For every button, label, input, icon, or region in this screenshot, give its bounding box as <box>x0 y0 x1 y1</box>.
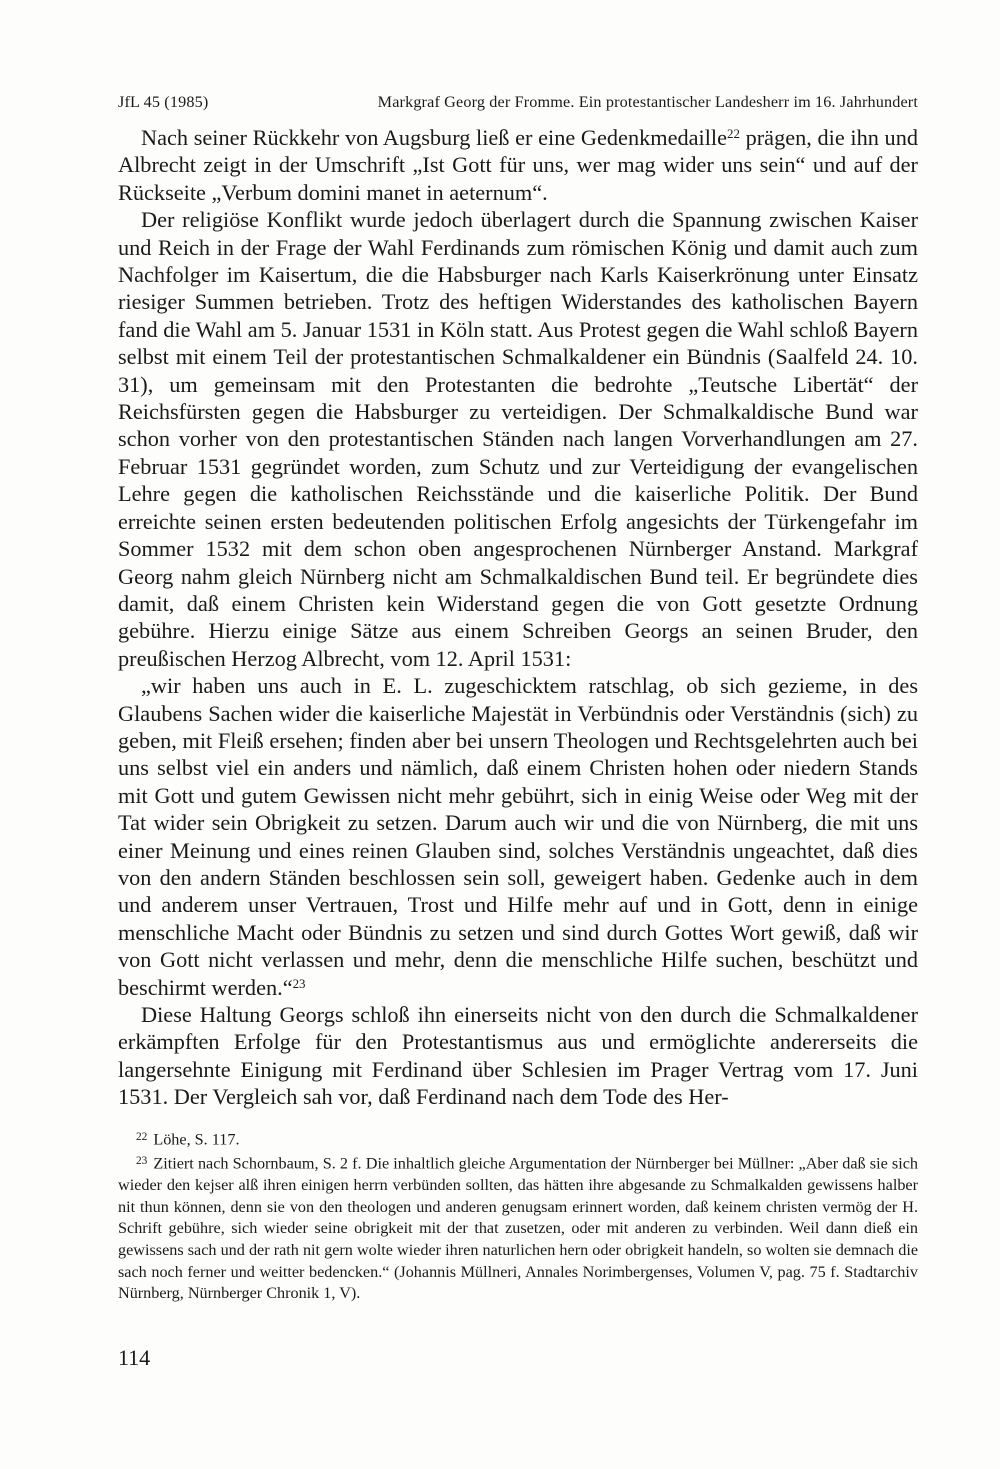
footnote-text: Zitiert nach Schornbaum, S. 2 f. Die inhaltlich gleiche Argumentation der Nürnberger bei Müllner: „Aber daß sie sich wieder den kejser alß ihren einigen herrn verbünden sollten, das hätten ihre abgesande zu Schmalkalden gewissens halber nit thun können, denn sie von den theologen und anderen genugsam erinnert worden, daß keinem christen vermög der H. Schrift gebühre, sich wieder seine obrigkeit mit der that zusetzen, oder mit anderen zu verbinden. Weil dann dieß ein gewissens sach und der rath nit gern wolte wieder ihren naturlichen hern oder obrigkeit handeln, so wolten sie demnach die sach noch ferner und weitter bedencken.“ (Johannis Müllneri, Annales Norimbergenses, Volumen V, pag. 75 f. Stadtarchiv Nürnberg, Nürnberger Chronik 1, V). <box>118 1154 918 1303</box>
footnote-ref[interactable]: 22 <box>727 125 740 141</box>
paragraph: Nach seiner Rückkehr von Augsburg ließ er eine Gedenkmedaille$^{22}$ prägen, die ihn und Albrecht zeigt in der Umschrift „Ist Gott für uns, wer mag wider uns sein“ und auf der Rückseite „Verbum domini manet in aeternum“. <box>118 125 918 205</box>
paragraph: Der religiöse Konflikt wurde jedoch überlagert durch die Spannung zwischen Kaiser und Reich in der Frage der Wahl Ferdinands zum römischen König und damit auch zum Nachfolger im Kaisertum, die die Habsburger nach Karls Kaiserkrönung unter Einsatz riesiger Summen betrieben. Trotz des heftigen Widerstandes des katholischen Bayern fand die Wahl am 5. Januar 1531 in Köln statt. Aus Protest gegen die Wahl schloß Bayern selbst mit einem Teil der protestantischen Schmalkaldener ein Bündnis (Saalfeld 24. 10. 31), um gemeinsam mit den Protestanten die bedrohte „Teutsche Libertät“ der Reichsfürsten gegen die Habsburger zu verteidigen. Der Schmalkaldische Bund war schon vorher von den protestantischen Ständen nach langen Vorverhandlungen am 27. Februar 1531 gegründet worden, zum Schutz und zur Verteidigung der evangelischen Lehre gegen die katholischen Reichsstände und die kaiserliche Politik. Der Bund erreichte seinen ersten bedeutenden politischen Erfolg angesichts der Türkengefahr im Sommer 1532 mit dem schon oben angesprochenen Nürnberger Anstand. Markgraf Georg nahm gleich Nürnberg nicht am Schmalkaldischen Bund teil. Er begründete dies damit, daß einem Christen kein Widerstand gegen die von Gott gesetzte Ordnung gebühre. Hierzu einige Sätze aus einem Schreiben Georgs an seinen Bruder, den preußischen Herzog Albrecht, vom 12. April 1531: <box>118 207 918 671</box>
body-text <box>118 124 918 1111</box>
footnote <box>118 1151 918 1305</box>
footnote-number: 22 <box>136 1131 148 1143</box>
running-head <box>118 92 918 112</box>
page-number: 114 <box>118 1345 151 1370</box>
page-content <box>118 92 918 1111</box>
quotation-paragraph: „wir haben uns auch in E. L. zugeschicktem ratschlag, ob sich gezieme, in des Glaubens Sachen wider die kaiserliche Majestät in Verbündnis oder Verständnis (sich) zu geben, mit Fleiß ersehen; finden aber bei unsern Theologen und Rechtsgelehrten auch bei uns selbst viel ein anders und nämlich, daß einem Christen hohen oder niedern Stands mit Gott und gutem Gewissen nicht mehr gebührt, sich in einig Weise oder Weg mit der Tat wider sein Obrigkeit zu setzen. Darum auch wir und die von Nürnberg, die mit uns einer Meinung und eines reinen Glauben sind, solches Verständnis ungeachtet, daß dies von den andern Ständen beschlossen sein soll, geweigert haben. Gedenke auch in dem und anderem unser Vertrauen, Trost und Hilfe mehr auf und in Gott, denn in einige menschliche Macht oder Bündnis zu setzen und sind durch Gottes Wort gewiß, daß wir von Gott nicht verlassen und mehr, denn die menschliche Hilfe suchen, beschützt und beschirmt werden.“$^{23}$ <box>118 673 918 1000</box>
running-head-title: Markgraf Georg der Fromme. Ein protestantischer Landesherr im 16. Jahrhundert <box>377 93 918 111</box>
footnote-text: Löhe, S. 117. <box>153 1130 240 1149</box>
footnote-ref[interactable]: 23 <box>292 975 306 991</box>
footnotes <box>118 1127 918 1305</box>
paragraph: Diese Haltung Georgs schloß ihn einerseits nicht von den durch die Schmalkaldener erkämpften Erfolge für den Protestantismus aus und ermöglichte andererseits die langersehnte Einigung mit Ferdinand über Schlesien im Prager Vertrag vom 17. Juni 1531. Der Vergleich sah vor, daß Ferdinand nach dem Tode des Her- <box>118 1002 918 1110</box>
footnote <box>118 1127 918 1151</box>
running-head-journal: JfL 45 (1985) <box>118 93 209 111</box>
footnote-number: 23 <box>136 1155 148 1168</box>
